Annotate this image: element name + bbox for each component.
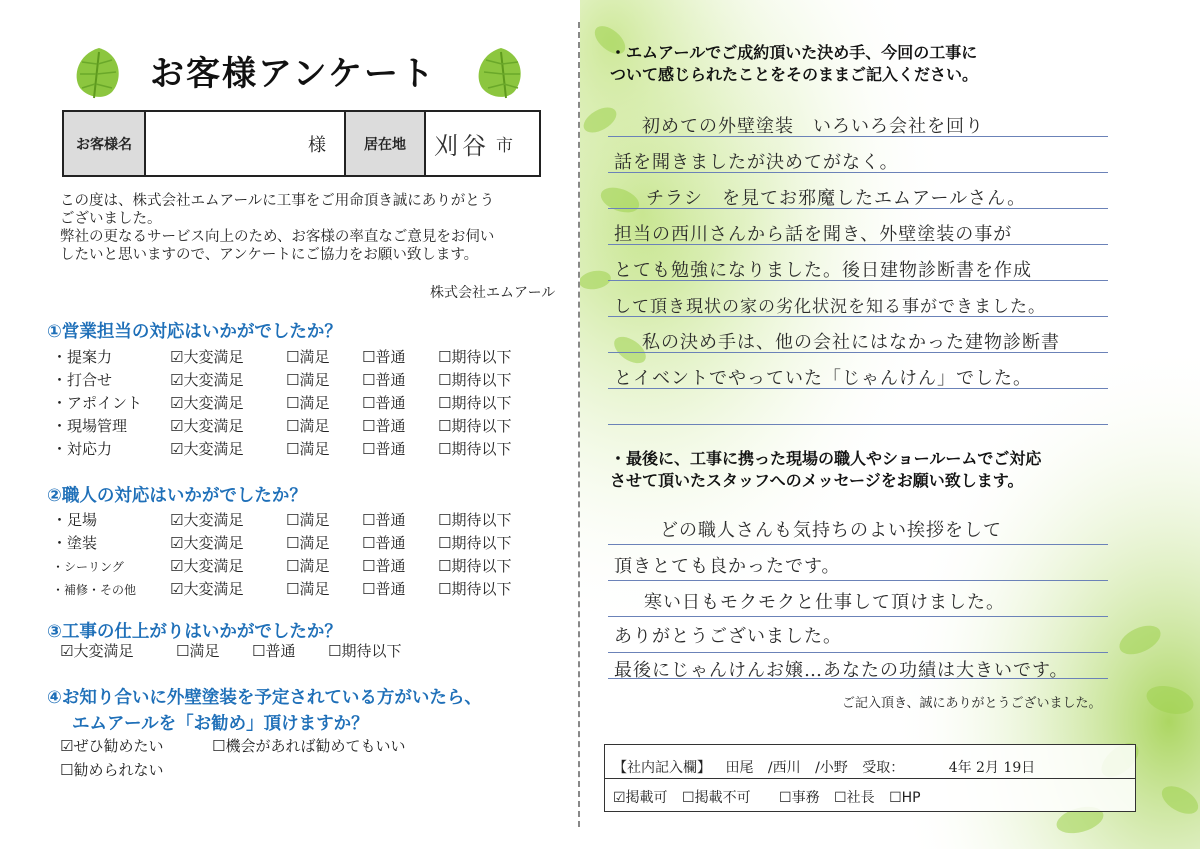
- survey-right-page: [580, 0, 1200, 849]
- right-question-1: ・エムアールでご成約頂いた決め手、今回の工事に ついて感じられたことをそのままご記入ください。: [610, 43, 979, 84]
- question-3: ③工事の仕上がりはいかがでしたか？: [47, 622, 342, 642]
- rating-row: ・アポイント ☑大変満足 ☐満足 ☐普通 ☐期待以下: [52, 394, 512, 412]
- answer-2-line: 頂きとても良かったです。: [614, 556, 841, 577]
- question-4-line2: エムアールを「お勧め」頂けますか？: [72, 714, 369, 734]
- question-4: ④お知り合いに外壁塗装を予定されている方がいたら、: [47, 688, 482, 708]
- rating-row: ・提案力 ☑大変満足 ☐満足 ☐普通 ☐期待以下: [52, 348, 512, 366]
- name-suffix: 様: [308, 134, 326, 156]
- address-field: [426, 112, 539, 175]
- office-staff-row: 【社内記入欄】 田尾 /西川 /小野 受取： 4年 2月 19日: [613, 760, 1036, 776]
- answer-1-line: チラシ を見てお邪魔したエムアールさん。: [646, 188, 1027, 209]
- rating-row: ・補修・その他 ☑大変満足 ☐満足 ☐普通 ☐期待以下: [52, 580, 512, 598]
- name-field: [146, 112, 346, 175]
- answer-1-line: して頂き現状の家の劣化状況を知る事ができました。: [614, 297, 1046, 317]
- rating-row: ・打合せ ☑大変満足 ☐満足 ☐普通 ☐期待以下: [52, 371, 512, 389]
- answer-2-line: 最後にじゃんけんお嬢…あなたの功績は大きいです。: [614, 660, 1069, 681]
- answer-2-line: ありがとうございました。: [614, 626, 842, 647]
- answer-1-line: 私の決め手は、他の会社にはなかった建物診断書: [642, 332, 1060, 353]
- page-title: お客様アンケート: [150, 54, 436, 94]
- address-label: 居在地: [346, 112, 426, 175]
- thanks-text: ご記入頂き、誠にありがとうございました。: [842, 696, 1102, 711]
- rating-row: ・現場管理 ☑大変満足 ☐満足 ☐普通 ☐期待以下: [52, 417, 512, 435]
- office-publish-row: ☑掲載可 ☐掲載不可 ☐事務 ☐社長 ☐HP: [613, 790, 921, 806]
- question-2-rows: [52, 509, 552, 601]
- rating-row: ・シーリング ☑大変満足 ☐満足 ☐普通 ☐期待以下: [52, 557, 512, 575]
- company-name: 株式会社エムアール: [430, 285, 556, 301]
- question-2: ②職人の対応はいかがでしたか？: [47, 486, 307, 506]
- rating-row: ・塗装 ☑大変満足 ☐満足 ☐普通 ☐期待以下: [52, 534, 512, 552]
- address-value: 刈谷: [434, 132, 490, 160]
- answer-2-line: どの職人さんも気持ちのよい挨拶をして: [660, 520, 1002, 541]
- rating-row: ・足場 ☑大変満足 ☐満足 ☐普通 ☐期待以下: [52, 511, 512, 529]
- answer-1-line: 担当の西川さんから話を聞き、外壁塗装の事が: [614, 224, 1013, 245]
- answer-1-line: 初めての外壁塗装 いろいろ会社を回り: [642, 116, 984, 137]
- office-use-box: [604, 744, 1136, 812]
- leaf-icon: [472, 44, 530, 102]
- answer-1-line: とイベントでやっていた「じゃんけん」でした。: [614, 368, 1032, 389]
- answer-1-line: 話を聞きましたが決めてがなく。: [614, 152, 899, 173]
- rating-row: ・対応力 ☑大変満足 ☐満足 ☐普通 ☐期待以下: [52, 440, 512, 458]
- received-date: 4年 2月 19日: [948, 760, 1036, 776]
- survey-left-page: お客様アンケート お客様名 様 居在地 刈谷 市 この度は、株式会社エムアールに工事をご用命頂き誠にありがとう ございました。 弊社の更なるサービス向上のため、お客様の率直なご意見をお伺い したいと思いますので、アンケートにご協力をお願い致します。 株式会社エムアール ①営業担当の対応はいかがでしたか？ ・提案力 ☑大変満足 ☐満足 ☐普通 ☐期待以下 ・打合せ ☑大変満足 ☐満足 ☐普通 ☐期待以下 ・アポイント ☑大変満足 ☐満足 ☐普通 ☐期待以下 ・現場管理 ☑大変満足 ☐満足 ☐普通 ☐期待以下 ・対応力 ☑大変満足 ☐満足 ☐普通 ☐期待以下 ②職人の対応はいかがでしたか？ ・足場 ☑大変満足 ☐満足 ☐普通 ☐期待以下 ・塗装 ☑大変満足 ☐満足 ☐普通 ☐期待以下 ・シーリング ☑大変満足 ☐満足 ☐普通 ☐期待以下 ・補修・その他 ☑大変満足 ☐満足 ☐普通 ☐期待以下 ③工事の仕上がりはいかがでしたか？ ☑大変満足 ☐満足 ☐普通 ☐期待以下 ④お知り合いに外壁塗装を予定されている方がいたら、 エムアールを「お勧め」頂けますか？ ☑ぜひ勧めたい ☐機会があれば勧めてもいい ☐勧められない: [0, 0, 580, 849]
- right-question-2: ・最後に、工事に携った現場の職人やショールームでご対応 させて頂いたスタッフへのメッセージをお願い致します。: [610, 449, 1042, 490]
- leaf-icon: [70, 44, 128, 102]
- answer-2-line: 寒い日もモクモクと仕事して頂けました。: [644, 592, 1005, 613]
- customer-info-table: [62, 110, 541, 177]
- intro-text: この度は、株式会社エムアールに工事をご用命頂き誠にありがとう ございました。 弊社の更なるサービス向上のため、お客様の率直なご意見をお伺い したいと思いますので、アンケートにご協力をお願い致します。: [60, 193, 495, 263]
- question-1: ①営業担当の対応はいかがでしたか？: [47, 322, 342, 342]
- name-label: お客様名: [64, 112, 146, 175]
- title-area: [70, 38, 530, 110]
- answer-1-line: とても勉強になりました。後日建物診断書を作成: [614, 260, 1032, 281]
- address-suffix: 市: [496, 136, 513, 156]
- question-1-rows: [52, 346, 552, 461]
